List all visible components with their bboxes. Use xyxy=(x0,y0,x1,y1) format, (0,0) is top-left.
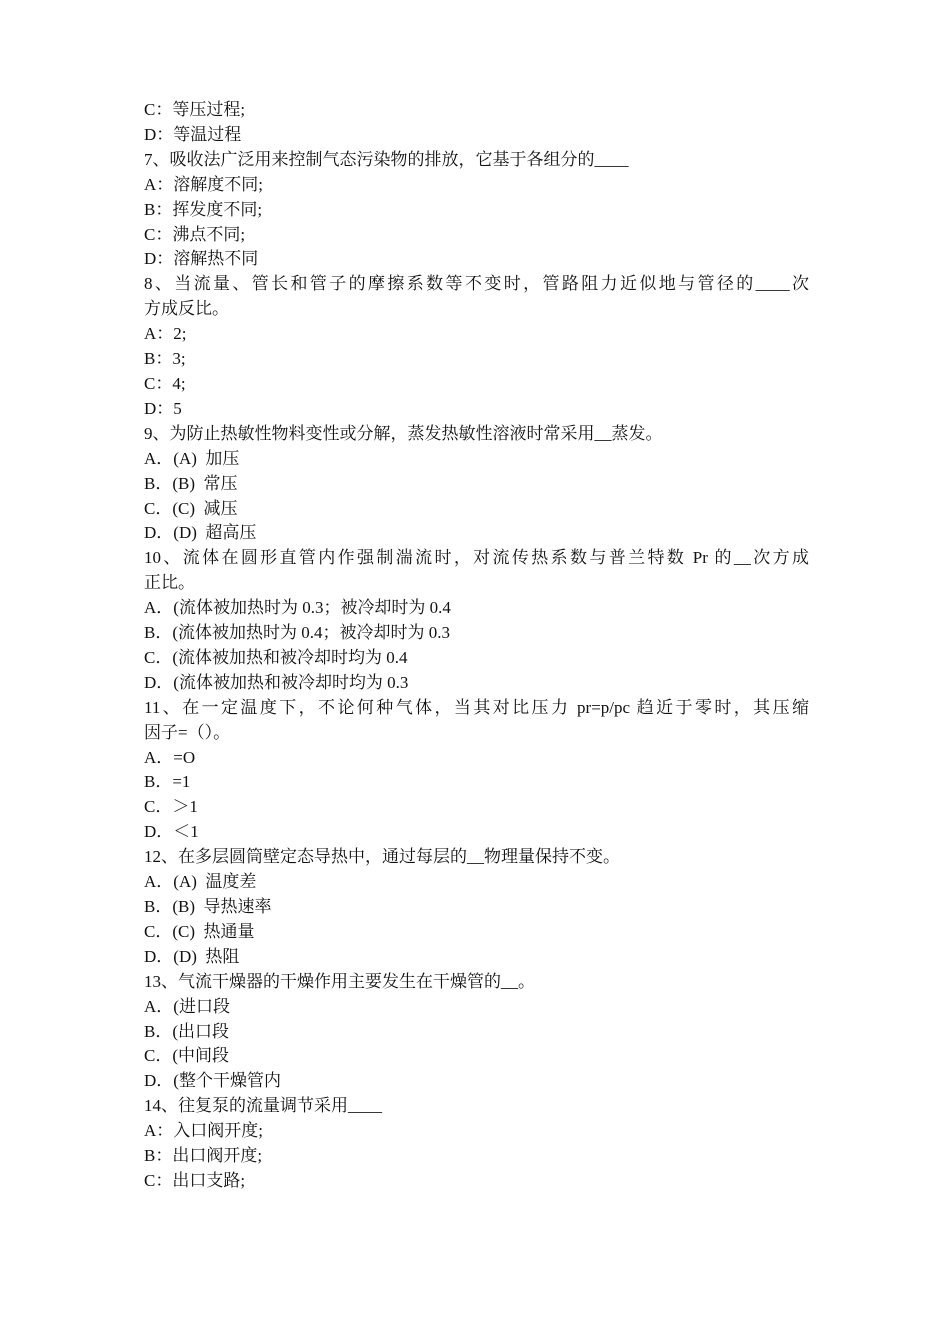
text-line: D：溶解热不同 xyxy=(144,249,259,269)
text-line: A：2; xyxy=(144,324,187,344)
text-line: B．=1 xyxy=(144,772,191,792)
text-line: 正比。 xyxy=(144,573,195,593)
text-line: B：出口阀开度; xyxy=(144,1146,263,1166)
text-line: D．(整个干燥管内 xyxy=(144,1071,281,1091)
text-line: 12、在多层圆筒壁定态导热中，通过每层的__物理量保持不变。 xyxy=(144,847,620,867)
text-line: B．(B) 导热速率 xyxy=(144,897,272,916)
text-line: A．(A) 加压 xyxy=(144,448,240,468)
text-line: 14、往复泵的流量调节采用____ xyxy=(144,1096,382,1116)
text-line: B：3; xyxy=(144,349,186,369)
text-line: B．(B) 常压 xyxy=(144,473,238,493)
text-line: A．(进口段 xyxy=(144,996,230,1016)
text-line: D．(D) 热阻 xyxy=(144,946,240,966)
text-line: A．=O xyxy=(144,747,196,767)
text-line: C．(流体被加热和被冷却时均为 0.4 xyxy=(144,647,408,667)
text-line: A．(流体被加热时为 0.3；被冷却时为 0.4 xyxy=(144,598,451,618)
text-line: C．(C) 减压 xyxy=(144,498,238,518)
text-line: D：5 xyxy=(144,398,182,418)
text-line: 7、吸收法广泛用来控制气态污染物的排放，它基于各组分的____ xyxy=(144,149,629,169)
text-line: C．(C) 热通量 xyxy=(144,921,255,941)
text-line: C．(中间段 xyxy=(144,1046,229,1066)
text-line: 8、当流量、管长和管子的摩擦系数等不变时，管路阻力近似地与管径的____次 xyxy=(144,274,809,294)
text-line: 13、气流干燥器的干燥作用主要发生在干燥管的__。 xyxy=(144,971,535,991)
text-line: A：入口阀开度; xyxy=(144,1121,263,1141)
text-line: D：等温过程 xyxy=(144,124,242,144)
text-line: C：等压过程; xyxy=(144,100,246,119)
text-line: C：沸点不同; xyxy=(144,224,246,244)
text-line: B：挥发度不同; xyxy=(144,199,263,219)
text-line: 11、在一定温度下，不论何种气体，当其对比压力 pr=p/pc 趋近于零时，其压缩 xyxy=(144,697,809,717)
text-line: 因子=（）。 xyxy=(144,722,231,742)
text-line: C：出口支路; xyxy=(144,1170,246,1190)
text-line: A．(A) 温度差 xyxy=(144,872,257,892)
text-line: 10、流体在圆形直管内作强制湍流时，对流传热系数与普兰特数 Pr 的__次方成 xyxy=(144,548,809,568)
text-line: B．(出口段 xyxy=(144,1021,229,1041)
text-line: C．＞1 xyxy=(144,797,198,817)
text-line: D．(D) 超高压 xyxy=(144,523,257,543)
text-line: A：溶解度不同; xyxy=(144,174,263,194)
text-line: D．＜1 xyxy=(144,822,199,842)
text-line: D．(流体被加热和被冷却时均为 0.3 xyxy=(144,672,409,692)
text-line: 方成反比。 xyxy=(144,299,229,319)
text-line: 9、为防止热敏性物料变性或分解，蒸发热敏性溶液时常采用__蒸发。 xyxy=(144,423,663,443)
text-line: C：4; xyxy=(144,373,186,393)
text-line: B．(流体被加热时为 0.4；被冷却时为 0.3 xyxy=(144,623,450,643)
document-body xyxy=(144,98,809,1194)
